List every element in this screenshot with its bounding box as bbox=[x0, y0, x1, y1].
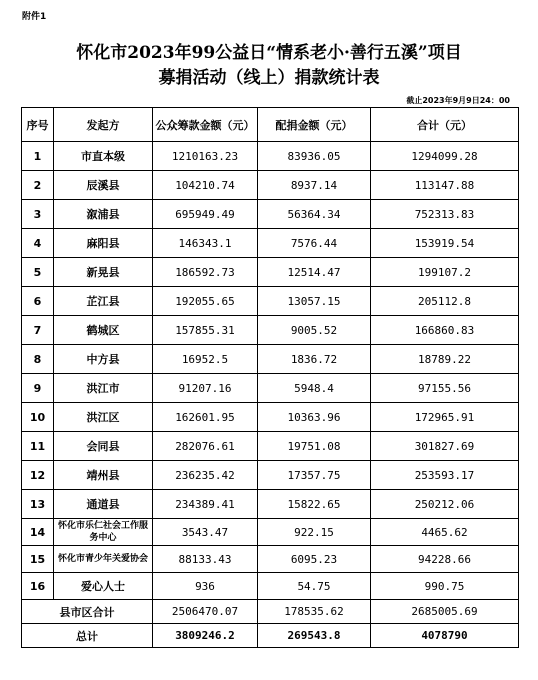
row-public-amount: 1210163.23 bbox=[153, 142, 258, 171]
row-index: 13 bbox=[22, 490, 54, 519]
row-matching-amount: 19751.08 bbox=[258, 432, 371, 461]
row-organizer: 通道县 bbox=[54, 490, 153, 519]
document-title-line2: 募捐活动（线上）捐款统计表 bbox=[158, 68, 380, 88]
header-total: 合计（元） bbox=[371, 108, 519, 142]
row-public-amount: 282076.61 bbox=[153, 432, 258, 461]
row-total: 752313.83 bbox=[371, 200, 519, 229]
table-row bbox=[22, 490, 519, 519]
row-organizer: 麻阳县 bbox=[54, 229, 153, 258]
table-row bbox=[22, 546, 519, 573]
county-total-total: 2685005.69 bbox=[371, 600, 519, 624]
table-header-row bbox=[22, 108, 519, 142]
table-row bbox=[22, 573, 519, 600]
header-index: 序号 bbox=[22, 108, 54, 142]
table-row bbox=[22, 461, 519, 490]
row-public-amount: 695949.49 bbox=[153, 200, 258, 229]
row-organizer: 新晃县 bbox=[54, 258, 153, 287]
as-of-timestamp: 截止2023年9月9日24：00 bbox=[406, 96, 510, 105]
row-matching-amount: 1836.72 bbox=[258, 345, 371, 374]
row-matching-amount: 56364.34 bbox=[258, 200, 371, 229]
county-total-matching: 178535.62 bbox=[258, 600, 371, 624]
row-index: 12 bbox=[22, 461, 54, 490]
row-index: 4 bbox=[22, 229, 54, 258]
row-index: 1 bbox=[22, 142, 54, 171]
row-matching-amount: 10363.96 bbox=[258, 403, 371, 432]
row-public-amount: 3543.47 bbox=[153, 519, 258, 546]
row-matching-amount: 5948.4 bbox=[258, 374, 371, 403]
header-public-amount: 公众筹款金额（元） bbox=[153, 108, 258, 142]
table-row bbox=[22, 345, 519, 374]
table-row bbox=[22, 316, 519, 345]
row-organizer: 鹤城区 bbox=[54, 316, 153, 345]
row-public-amount: 936 bbox=[153, 573, 258, 600]
row-public-amount: 146343.1 bbox=[153, 229, 258, 258]
row-public-amount: 88133.43 bbox=[153, 546, 258, 573]
table-row bbox=[22, 287, 519, 316]
row-total: 153919.54 bbox=[371, 229, 519, 258]
row-organizer: 洪江区 bbox=[54, 403, 153, 432]
row-index: 11 bbox=[22, 432, 54, 461]
row-index: 16 bbox=[22, 573, 54, 600]
document-title-line1: 怀化市2023年99公益日“情系老小·善行五溪”项目 bbox=[76, 43, 462, 63]
row-public-amount: 192055.65 bbox=[153, 287, 258, 316]
donation-table bbox=[21, 107, 519, 648]
row-index: 8 bbox=[22, 345, 54, 374]
row-organizer: 市直本级 bbox=[54, 142, 153, 171]
row-matching-amount: 17357.75 bbox=[258, 461, 371, 490]
grand-total-matching: 269543.8 bbox=[258, 624, 371, 648]
header-matching-amount: 配捐金额（元） bbox=[258, 108, 371, 142]
row-total: 253593.17 bbox=[371, 461, 519, 490]
row-public-amount: 234389.41 bbox=[153, 490, 258, 519]
row-matching-amount: 15822.65 bbox=[258, 490, 371, 519]
county-total-public: 2506470.07 bbox=[153, 600, 258, 624]
header-organizer: 发起方 bbox=[54, 108, 153, 142]
grand-total-row bbox=[22, 624, 519, 648]
table-row bbox=[22, 229, 519, 258]
row-total: 94228.66 bbox=[371, 546, 519, 573]
row-matching-amount: 83936.05 bbox=[258, 142, 371, 171]
row-index: 10 bbox=[22, 403, 54, 432]
row-index: 14 bbox=[22, 519, 54, 546]
row-organizer: 溆浦县 bbox=[54, 200, 153, 229]
row-public-amount: 157855.31 bbox=[153, 316, 258, 345]
row-organizer: 会同县 bbox=[54, 432, 153, 461]
grand-total-total: 4078790 bbox=[371, 624, 519, 648]
row-organizer: 芷江县 bbox=[54, 287, 153, 316]
row-index: 7 bbox=[22, 316, 54, 345]
row-index: 6 bbox=[22, 287, 54, 316]
row-matching-amount: 12514.47 bbox=[258, 258, 371, 287]
row-public-amount: 162601.95 bbox=[153, 403, 258, 432]
table-row bbox=[22, 171, 519, 200]
row-public-amount: 236235.42 bbox=[153, 461, 258, 490]
row-public-amount: 91207.16 bbox=[153, 374, 258, 403]
row-index: 5 bbox=[22, 258, 54, 287]
row-matching-amount: 6095.23 bbox=[258, 546, 371, 573]
row-matching-amount: 54.75 bbox=[258, 573, 371, 600]
table-row bbox=[22, 432, 519, 461]
table-row bbox=[22, 142, 519, 171]
row-index: 15 bbox=[22, 546, 54, 573]
grand-total-public: 3809246.2 bbox=[153, 624, 258, 648]
row-index: 9 bbox=[22, 374, 54, 403]
row-total: 250212.06 bbox=[371, 490, 519, 519]
row-total: 1294099.28 bbox=[371, 142, 519, 171]
row-public-amount: 104210.74 bbox=[153, 171, 258, 200]
county-total-label: 县市区合计 bbox=[22, 600, 153, 624]
row-total: 199107.2 bbox=[371, 258, 519, 287]
table-row bbox=[22, 200, 519, 229]
row-total: 18789.22 bbox=[371, 345, 519, 374]
row-organizer: 怀化市乐仁社会工作服务中心 bbox=[54, 519, 153, 546]
row-organizer: 爱心人士 bbox=[54, 573, 153, 600]
row-public-amount: 16952.5 bbox=[153, 345, 258, 374]
grand-total-label: 总计 bbox=[22, 624, 153, 648]
row-total: 113147.88 bbox=[371, 171, 519, 200]
attachment-label: 附件1 bbox=[22, 12, 47, 22]
row-total: 97155.56 bbox=[371, 374, 519, 403]
row-matching-amount: 8937.14 bbox=[258, 171, 371, 200]
row-organizer: 怀化市青少年关爱协会 bbox=[54, 546, 153, 573]
table-row bbox=[22, 519, 519, 546]
row-total: 990.75 bbox=[371, 573, 519, 600]
table-row bbox=[22, 374, 519, 403]
row-matching-amount: 7576.44 bbox=[258, 229, 371, 258]
row-total: 205112.8 bbox=[371, 287, 519, 316]
table-row bbox=[22, 403, 519, 432]
row-organizer: 辰溪县 bbox=[54, 171, 153, 200]
row-organizer: 靖州县 bbox=[54, 461, 153, 490]
table-row bbox=[22, 258, 519, 287]
row-total: 4465.62 bbox=[371, 519, 519, 546]
row-public-amount: 186592.73 bbox=[153, 258, 258, 287]
row-total: 166860.83 bbox=[371, 316, 519, 345]
row-total: 301827.69 bbox=[371, 432, 519, 461]
county-total-row bbox=[22, 600, 519, 624]
row-matching-amount: 13057.15 bbox=[258, 287, 371, 316]
row-organizer: 中方县 bbox=[54, 345, 153, 374]
row-index: 3 bbox=[22, 200, 54, 229]
row-matching-amount: 922.15 bbox=[258, 519, 371, 546]
row-matching-amount: 9005.52 bbox=[258, 316, 371, 345]
row-index: 2 bbox=[22, 171, 54, 200]
row-organizer: 洪江市 bbox=[54, 374, 153, 403]
row-total: 172965.91 bbox=[371, 403, 519, 432]
